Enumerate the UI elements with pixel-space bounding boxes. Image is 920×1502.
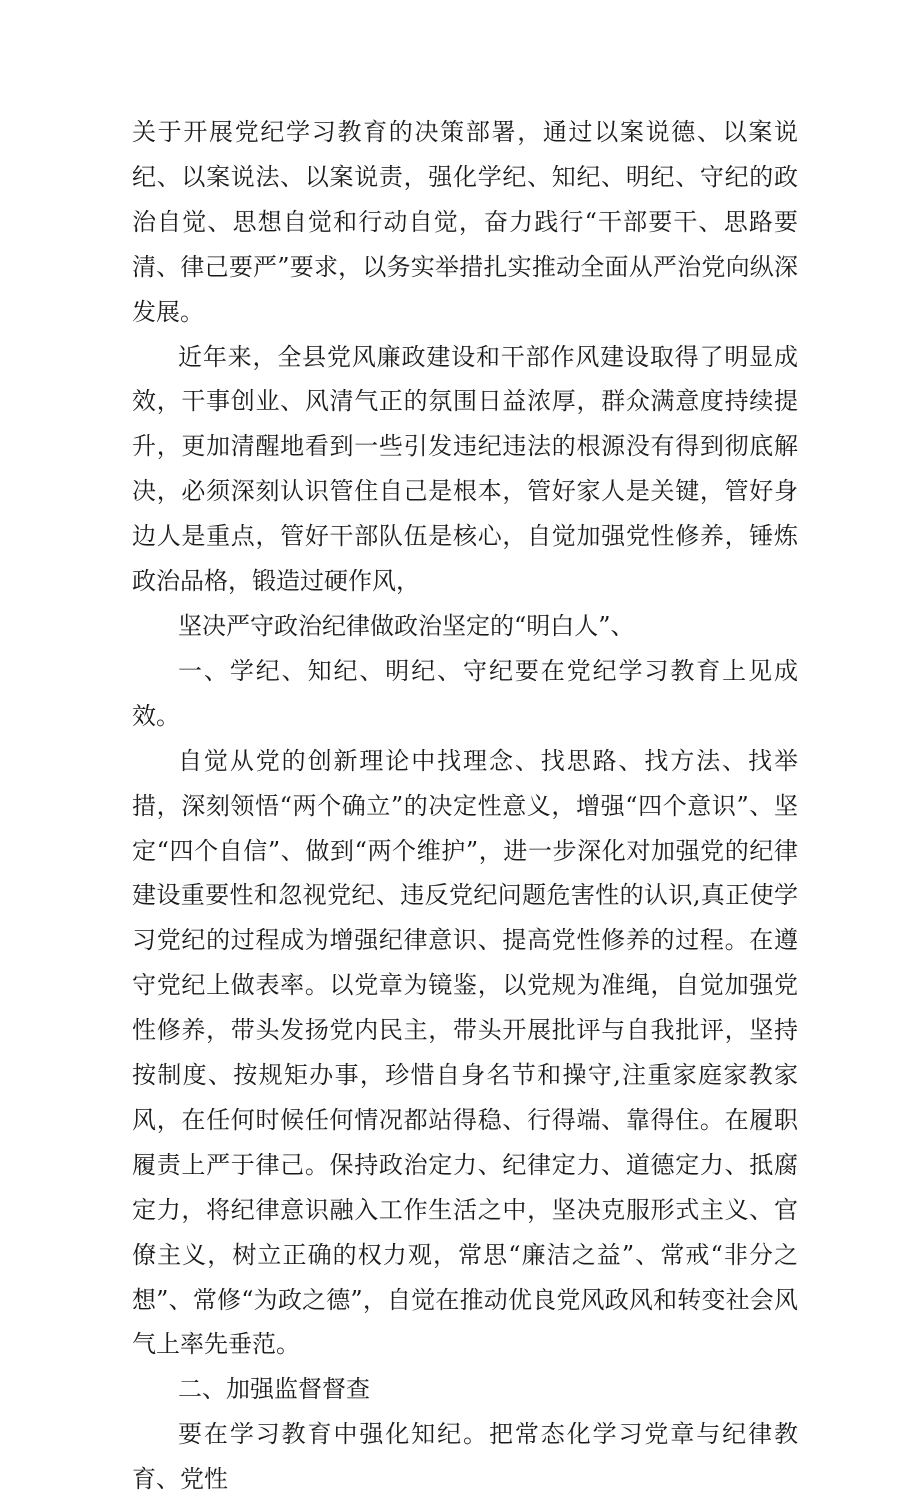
paragraph-study-education: 要在学习教育中强化知纪。把常态化学习党章与纪律教育、党性 [132,1420,798,1494]
paragraph-recent-years: 近年来，全县党风廉政建设和干部作风建设取得了明显成效，干事创业、风清气正的氛围日益浓厚，群众满意度持续提升，更加清醒地看到一些引发违纪违法的根源没有得到彻底解决，必须深刻认识管住自己是根本，管好家人是关键，管好身边人是重点，管好干部队伍是核心，自觉加强党性修养，锤炼政治品格，锻造过硬作风， [132,342,798,596]
paragraph-political-discipline: 坚决严守政治纪律做政治坚定的“明白人”、 [178,611,635,640]
document-body [132,110,798,1502]
section-heading-1: 一、学纪、知纪、明纪、守纪要在党纪学习教育上见成效。 [132,656,798,730]
section-heading-2: 二、加强监督督查 [178,1375,370,1404]
paragraph-opening-continuation: 关于开展党纪学习教育的决策部署，通过以案说德、以案说纪、以案说法、以案说责，强化学纪、知纪、明纪、守纪的政治自觉、思想自觉和行动自觉，奋力践行“干部要干、思路要清、律己要严”要求，以务实举措扎实推动全面从严治党向纵深发展。 [132,118,798,326]
paragraph-self-discipline: 自觉从党的创新理论中找理念、找思路、找方法、找举措，深刻领悟“两个确立”的决定性意义，增强“四个意识”、坚定“四个自信”、做到“两个维护”，进一步深化对加强党的纪律建设重要性和忽视党纪、违反党纪问题危害性的认识,真正使学习党纪的过程成为增强纪律意识、提高党性修养的过程。在遵守党纪上做表率。以党章为镜鉴，以党规为准绳，自觉加强党性修养，带头发扬党内民主，带头开展批评与自我批评，坚持按制度、按规矩办事，珍惜自身名节和操守,注重家庭家教家风，在任何时候任何情况都站得稳、行得端、靠得住。在履职履责上严于律己。保持政治定力、纪律定力、道德定力、抵腐定力，将纪律意识融入工作生活之中，坚决克服形式主义、官僚主义，树立正确的权力观，常思“廉洁之益”、常戒“非分之想”、常修“为政之德”，自觉在推动优良党风政风和转变社会风气上率先垂范。 [132,746,798,1359]
